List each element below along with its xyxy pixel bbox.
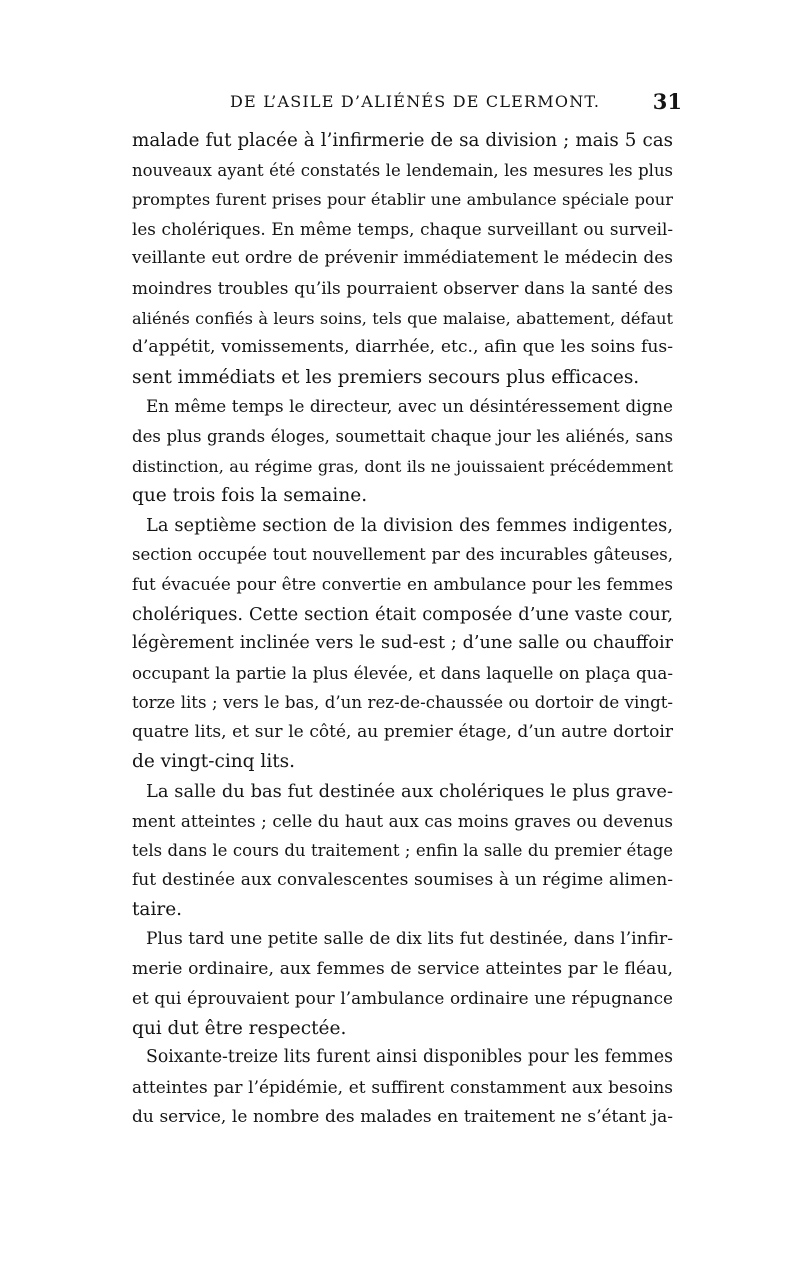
text-line: fut évacuée pour être convertie en ambulance pour les femmes [132, 573, 673, 594]
text-line: torze lits ; vers le bas, d’un rez-de-chaussée ou dortoir de vingt- [132, 693, 673, 713]
page-number: 31 [652, 89, 682, 114]
text-line: aliénés confiés à leurs soins, tels que malaise, abattement, défaut [132, 308, 673, 328]
text-line: occupant la partie la plus élevée, et dans laquelle on plaça qua- [132, 663, 673, 683]
text-line: En même temps le directeur, avec un désintéressement digne [146, 396, 673, 417]
paragraph-4 [132, 777, 673, 925]
text-line: tels dans le cours du traitement ; enfin la salle du premier étage [132, 841, 673, 861]
text-line: sent immédiats et les premiers secours plus efficaces. [132, 366, 640, 388]
text-line: malade fut placée à l’infirmerie de sa division ; mais 5 cas [132, 130, 673, 151]
text-line: atteintes par l’épidémie, et suffirent constamment aux besoins [132, 1077, 673, 1097]
paragraph-3 [132, 511, 673, 777]
text-line: fut destinée aux convalescentes soumises à un régime alimen- [132, 869, 673, 890]
paragraph-6 [132, 1043, 673, 1132]
paragraph-2 [132, 392, 673, 510]
text-line: quatre lits, et sur le côté, au premier étage, d’un autre dortoir [132, 721, 673, 742]
text-line: section occupée tout nouvellement par des incurables gâteuses, [132, 545, 673, 565]
paragraph-5 [132, 925, 673, 1043]
text-line: ment atteintes ; celle du haut aux cas moins graves ou devenus [132, 810, 673, 831]
text-line: des plus grands éloges, soumettait chaque jour les aliénés, sans [132, 426, 673, 446]
text-line: Plus tard une petite salle de dix lits fut destinée, dans l’infir- [146, 929, 673, 950]
body-text [132, 126, 673, 1132]
text-line: taire. [132, 899, 183, 921]
text-line: nouveaux ayant été constatés le lendemain, les mesures les plus [132, 160, 673, 180]
text-line: et qui éprouvaient pour l’ambulance ordinaire une répugnance [132, 988, 673, 1009]
paragraph-1 [132, 126, 673, 392]
text-line: cholériques. Cette section était composée d’une vaste cour, [132, 603, 673, 625]
text-line: du service, le nombre des malades en traitement ne s’étant ja- [132, 1106, 673, 1127]
text-line: Soixante-treize lits furent ainsi disponibles pour les femmes [146, 1047, 673, 1068]
running-title: DE L’ASILE D’ALIÉNÉS DE CLERMONT. [230, 92, 601, 111]
text-line: promptes furent prises pour établir une ambulance spéciale pour [132, 190, 673, 210]
text-line: distinction, au régime gras, dont ils ne jouissaient précédemment [132, 456, 673, 476]
text-line: moindres troubles qu’ils pourraient observer dans la santé des [132, 277, 673, 298]
text-line: légèrement inclinée vers le sud-est ; d’une salle ou chauffoir [132, 633, 673, 654]
text-line: veillante eut ordre de prévenir immédiatement le médecin des [132, 248, 673, 269]
text-line: La salle du bas fut destinée aux cholériques le plus grave- [146, 781, 673, 803]
text-line: merie ordinaire, aux femmes de service atteintes par le fléau, [132, 958, 673, 979]
page-header [132, 89, 682, 122]
text-line: de vingt-cinq lits. [132, 751, 296, 773]
text-line: d’appétit, vomissements, diarrhée, etc., afin que les soins fus- [132, 337, 673, 358]
text-line: qui dut être respectée. [132, 1017, 347, 1039]
text-line: que trois fois la semaine. [132, 485, 368, 507]
text-line: La septième section de la division des femmes indigentes, [146, 514, 673, 536]
text-line: les cholériques. En même temps, chaque surveillant ou surveil- [132, 218, 673, 239]
